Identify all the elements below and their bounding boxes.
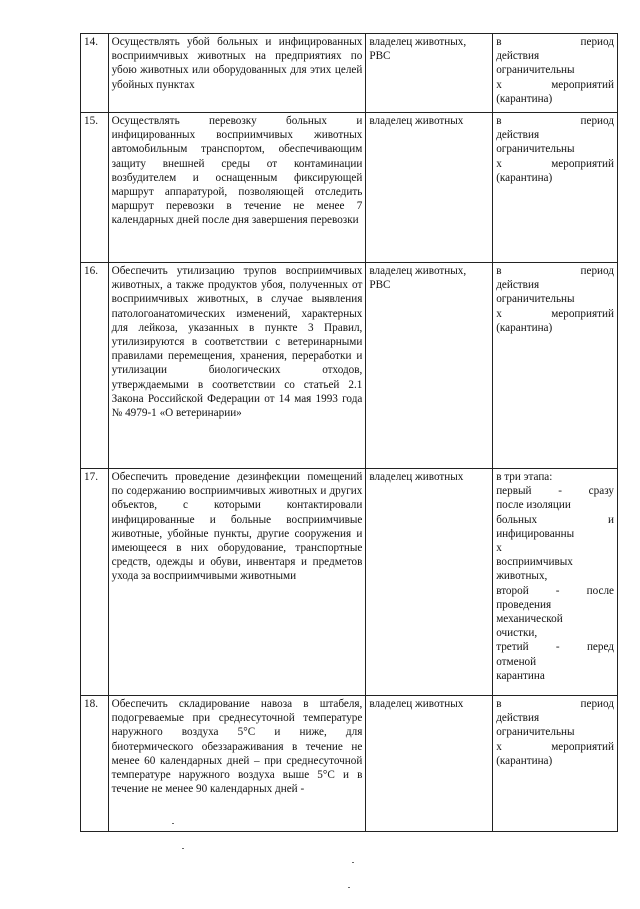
period-line: отменой xyxy=(496,655,537,668)
responsible-party: владелец животных xyxy=(366,113,493,263)
period-line: очистки, xyxy=(496,627,538,640)
table-row xyxy=(81,34,618,113)
period-line: в период xyxy=(496,115,614,127)
period-line: х мероприятий xyxy=(496,157,614,170)
period-line: инфицированны xyxy=(496,527,575,540)
period-line: карантина xyxy=(496,669,545,682)
period-line: действия xyxy=(496,279,540,292)
period-line: ограничительны xyxy=(496,64,575,77)
period-line: механической xyxy=(496,613,563,626)
table-row xyxy=(81,696,618,832)
period-line: (карантина) xyxy=(496,92,553,105)
responsible-party: владелец животных xyxy=(366,469,493,696)
period-line: второй - после xyxy=(496,584,614,597)
measures-table xyxy=(80,33,618,832)
table-row xyxy=(81,263,618,469)
period-cell xyxy=(493,469,618,696)
responsible-party: владелец животных xyxy=(366,696,493,832)
scan-speck xyxy=(348,887,350,888)
responsible-party: владелец животных, РВС xyxy=(366,263,493,469)
row-number: 18. xyxy=(81,696,109,832)
period-line: в три этапа: xyxy=(496,471,553,483)
period-line: действия xyxy=(496,50,540,63)
period-cell xyxy=(493,696,618,832)
period-line: в период xyxy=(496,698,614,710)
period-line: (карантина) xyxy=(496,321,553,334)
period-line: ограничительны xyxy=(496,726,575,739)
period-line: х мероприятий xyxy=(496,78,614,91)
period-line: ограничительны xyxy=(496,293,575,306)
measure-description: Осуществлять перевозку больных и инфицированных восприимчивых животных автомобильным транспортом, обеспечивающим защиту внешней среды от контаминации возбудителем и оснащенным фиксирующей маршрут аппаратурой, позволяющей отследить маршрут перевозки в течение не менее 7 календарных дней после дня завершения перевозки xyxy=(108,113,366,263)
row-number: 15. xyxy=(81,113,109,263)
measures-table-body xyxy=(81,34,618,832)
table-row xyxy=(81,469,618,696)
row-number: 14. xyxy=(81,34,109,113)
measure-description: Осуществлять убой больных и инфицированных восприимчивых животных на предприятиях по убою животных или оборудованных для этих целей убойных пунктах xyxy=(108,34,366,113)
row-number: 17. xyxy=(81,469,109,696)
period-line: проведения xyxy=(496,598,552,611)
period-line: больных и xyxy=(496,513,614,526)
period-line: животных, xyxy=(496,570,548,583)
measure-description: Обеспечить утилизацию трупов восприимчивых животных, а также продуктов убоя, полученных от восприимчивых животных, в случае выявления патологоанатомических изменений, характерных для лейкоза, указанных в пункте 3 Правил, утилизируются в соответствии с ветеринарными правилами перемещения, хранения, переработки и утилизации биологических отходов, утверждаемыми в соответствии со статьей 2.1 Закона Российской Федерации от 14 мая 1993 года № 4979-1 «О ветеринарии» xyxy=(108,263,366,469)
period-line: х мероприятий xyxy=(496,740,614,753)
period-line: первый - сразу xyxy=(496,485,614,498)
period-line: действия xyxy=(496,712,540,725)
period-line: восприимчивых xyxy=(496,556,573,569)
period-line: (карантина) xyxy=(496,171,553,184)
period-line: (карантина) xyxy=(496,754,553,767)
scan-speck xyxy=(182,848,184,849)
scan-speck xyxy=(352,862,354,863)
period-line: действия xyxy=(496,129,540,142)
period-line: х мероприятий xyxy=(496,307,614,320)
period-line: после изоляции xyxy=(496,499,571,512)
table-row xyxy=(81,113,618,263)
period-cell xyxy=(493,34,618,113)
measure-description: Обеспечить складирование навоза в штабеля, подогреваемые при среднесуточной температуре наружного воздуха 5°С и ниже, для биотермического обеззараживания в течение не менее 60 календарных дней – при среднесуточной температуре наружного воздуха выше 5°С и в течение не менее 90 календарных дней - xyxy=(108,696,366,832)
period-line: в период xyxy=(496,265,614,277)
period-cell xyxy=(493,113,618,263)
period-line: х xyxy=(496,542,502,555)
row-number: 16. xyxy=(81,263,109,469)
period-line: в период xyxy=(496,36,614,48)
period-line: ограничительны xyxy=(496,143,575,156)
measure-description: Обеспечить проведение дезинфекции помещений по содержанию восприимчивых животных и других объектов, с которыми контактировали инфицированные и больные восприимчивые животные, убойные пункты, другие сооружения и имеющееся в них оборудование, транспортные средств, одежды и обуви, инвентаря и предметов ухода за восприимчивыми животными xyxy=(108,469,366,696)
responsible-party: владелец животных, РВС xyxy=(366,34,493,113)
period-line: третий - перед xyxy=(496,641,614,654)
scan-speck xyxy=(172,823,174,824)
period-cell xyxy=(493,263,618,469)
